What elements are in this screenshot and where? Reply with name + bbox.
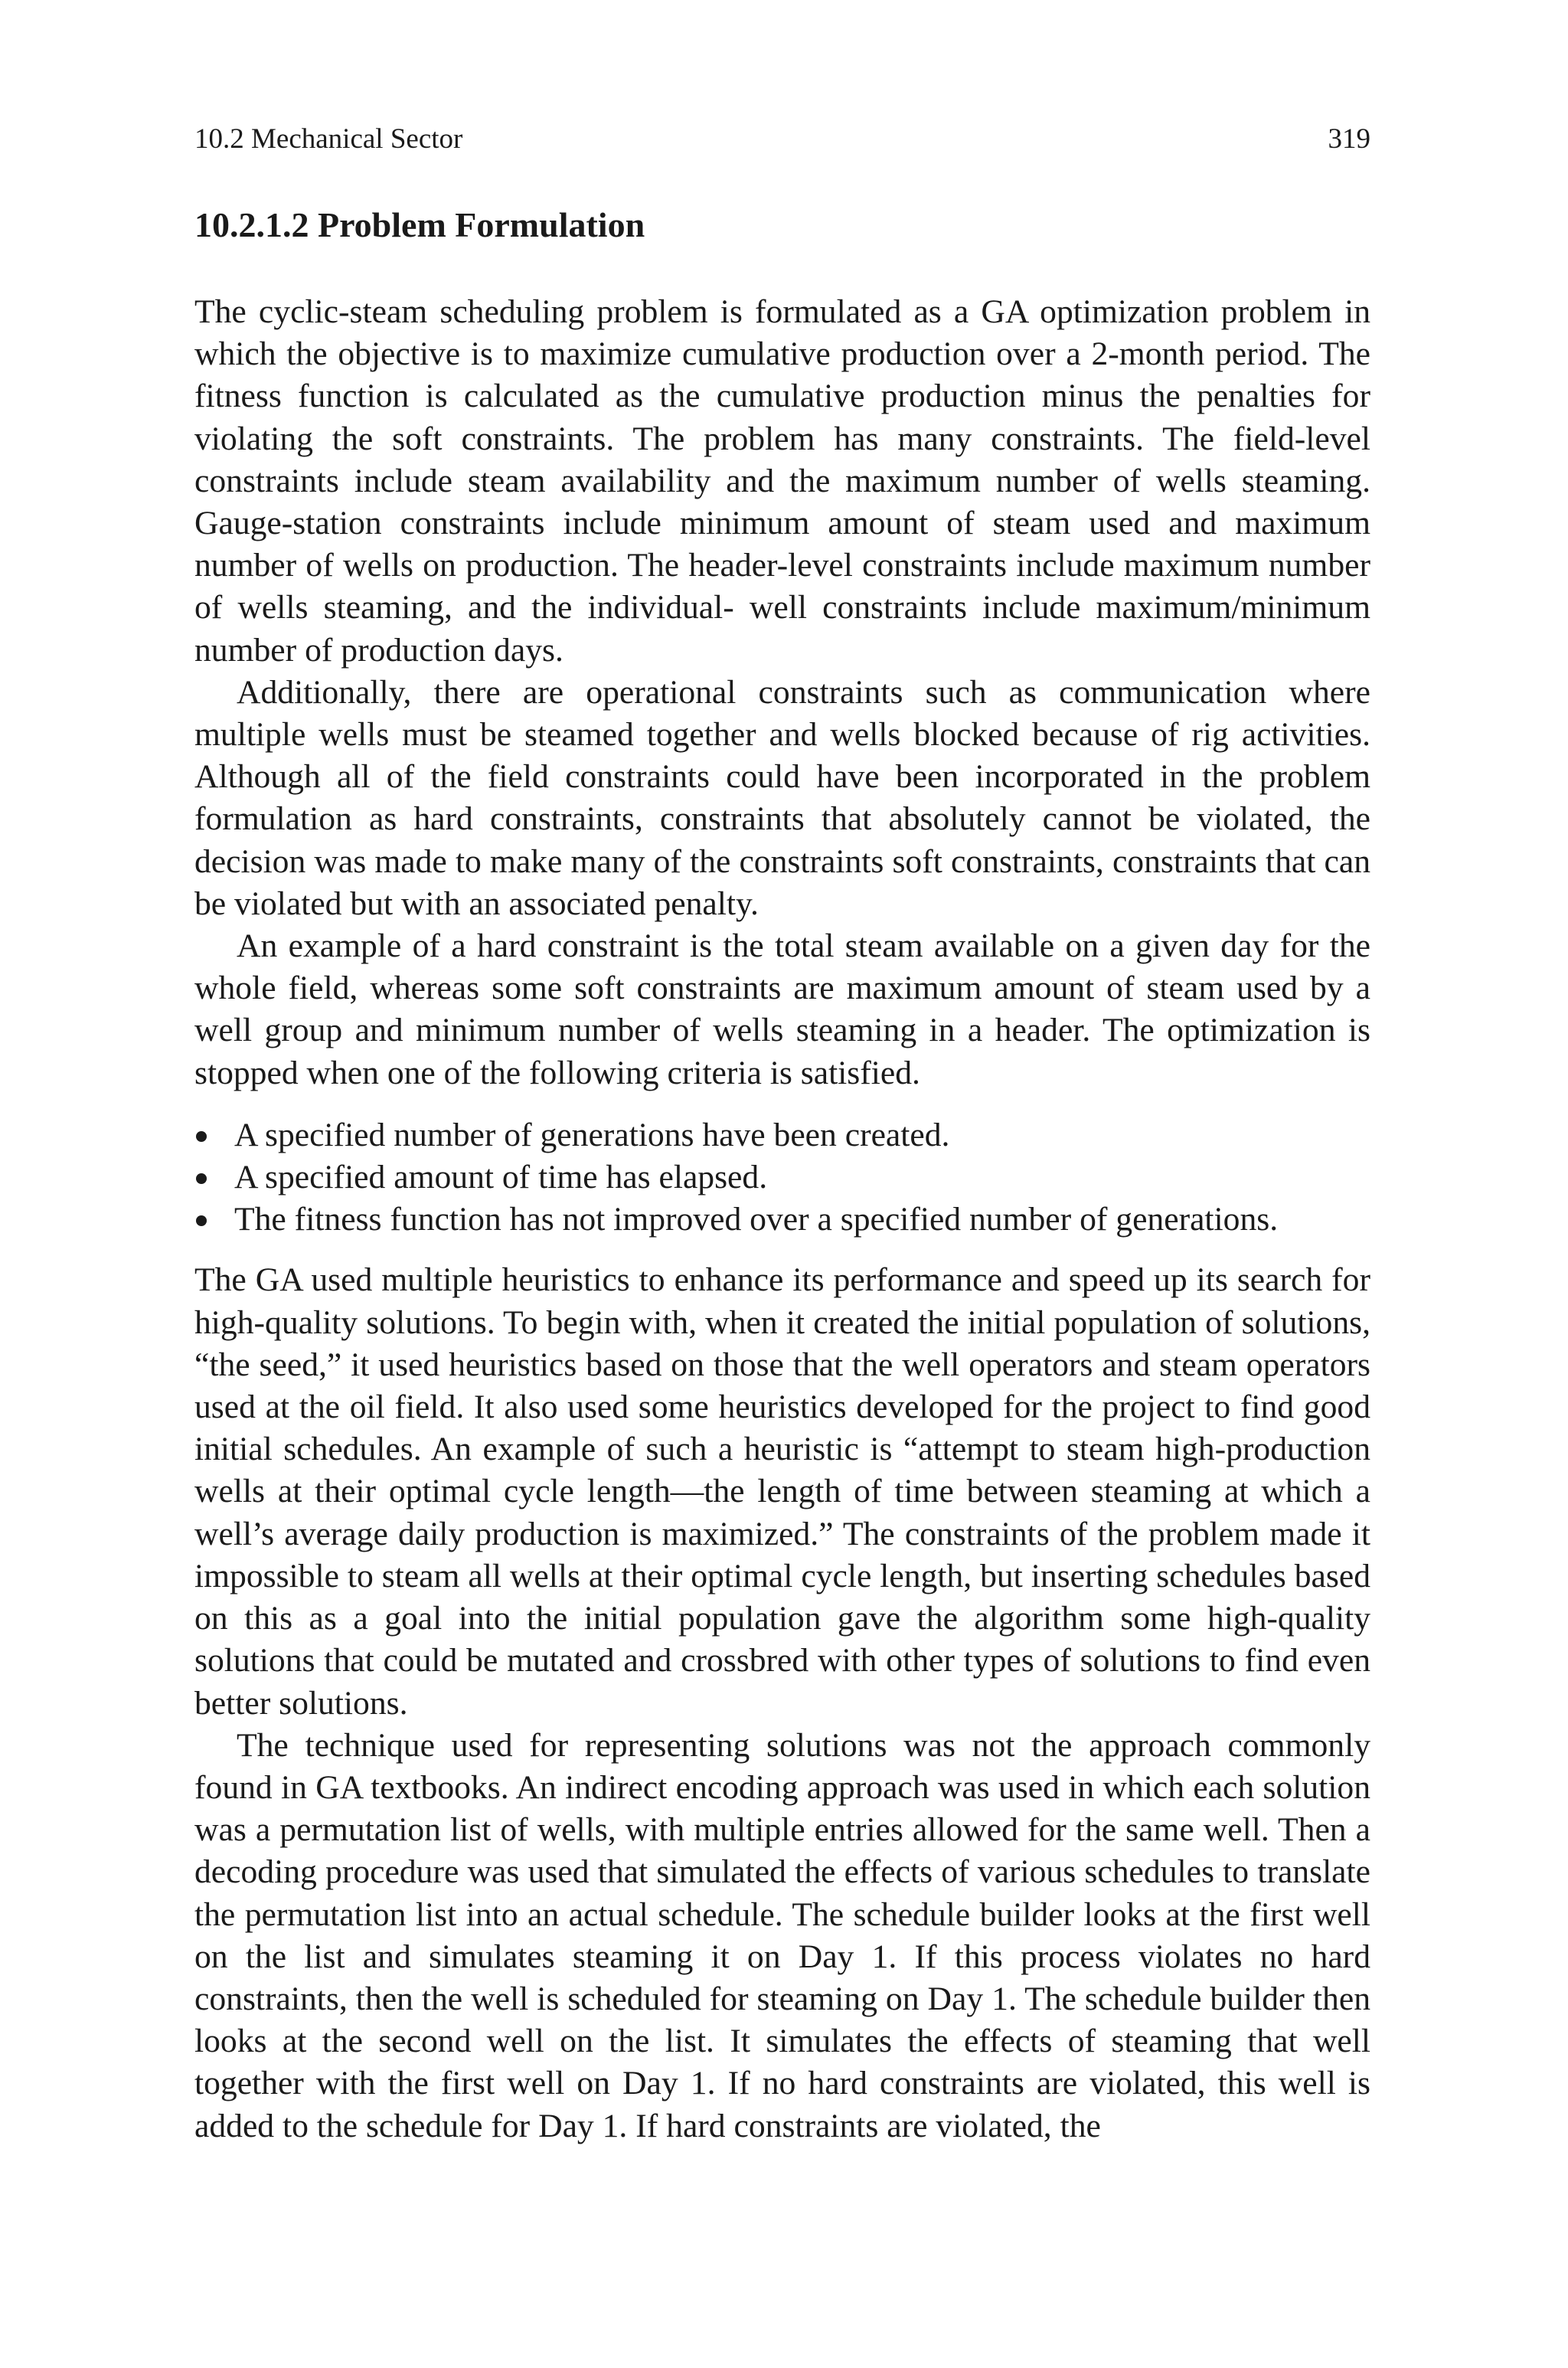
list-item-text: A specified number of generations have been created. [234,1116,950,1153]
list-item-text: The fitness function has not improved over a specified number of generations. [234,1201,1279,1238]
stopping-criteria-list [194,1114,1370,1241]
paragraph-hard-constraint-example: An example of a hard constraint is the total steam available on a given day for the whole field, whereas some soft constraints are maximum amount of steam used by a well group and minimum number of wells steaming in a header. The optimization is stopped when one of the following criteria is satisfied. [194,927,1370,1091]
book-page [194,123,1370,2147]
paragraph-heuristics: The GA used multiple heuristics to enhance its performance and speed up its search for high-quality solutions. To begin with, when it created the initial population of solutions, “the seed,” it used heuristics based on those that the well operators and steam operators used at the oil field. It also used some heuristics developed for the project to find good initial schedules. An example of such a heuristic is “attempt to steam high-production wells at their optimal cycle length—the length of time between steaming at which a well’s average daily production is maximized.” The constraints of the problem made it impossible to steam all wells at their optimal cycle length, but inserting schedules based on this as a goal into the initial population gave the algorithm some high-quality solutions that could be mutated and crossbred with other types of solutions to find even better solutions. [194,1261,1370,1722]
paragraph-solution-encoding: The technique used for representing solutions was not the approach commonly found in GA textbooks. An indirect encoding approach was used in which each solution was a permutation list of wells, with multiple entries allowed for the same well. Then a decoding procedure was used that simulated the effects of various schedules to translate the permutation list into an actual schedule. The schedule builder looks at the first well on the list and simulates steaming it on Day 1. If this process violates no hard constraints, then the well is scheduled for steaming on Day 1. The schedule builder then looks at the second well on the list. It simulates the effects of steaming that well together with the first well on Day 1. If no hard constraints are violated, this well is added to the schedule for Day 1. If hard constraints are violated, the [194,1726,1370,2144]
bullet-icon [194,1199,234,1241]
section-heading: 10.2.1.2 Problem Formulation [194,205,645,244]
page-number: 319 [1328,123,1370,155]
list-item-text: A specified amount of time has elapsed. [234,1159,768,1196]
list-item [194,1114,1370,1156]
bullet-icon [194,1114,234,1156]
bullet-icon [194,1156,234,1199]
paragraph-problem-formulation: The cyclic-steam scheduling problem is formulated as a GA optimization problem in which the objective is to maximize cumulative production over a 2-month period. The fitness function is calculated as the cumulative production minus the penalties for violating the soft constraints. The problem has many constraints. The field-level constraints include steam availability and the maximum number of wells steaming. Gauge-station constraints include minimum amount of steam used and maximum number of wells on production. The header-level constraints include maximum number of wells steaming, and the individual- well constraints include maximum/minimum number of production days. [194,293,1370,669]
list-item [194,1156,1370,1199]
running-header-section: 10.2 Mechanical Sector [194,123,463,155]
paragraph-operational-constraints: Additionally, there are operational constraints such as communication where multiple wells must be steamed together and wells blocked because of rig activities. Although all of the field constraints could have been incorporated in the problem formulation as hard constraints, constraints that absolutely cannot be violated, the decision was made to make many of the constraints soft constraints, constraints that can be violated but with an associated penalty. [194,673,1370,922]
list-item [194,1199,1370,1241]
running-header [194,123,1370,156]
